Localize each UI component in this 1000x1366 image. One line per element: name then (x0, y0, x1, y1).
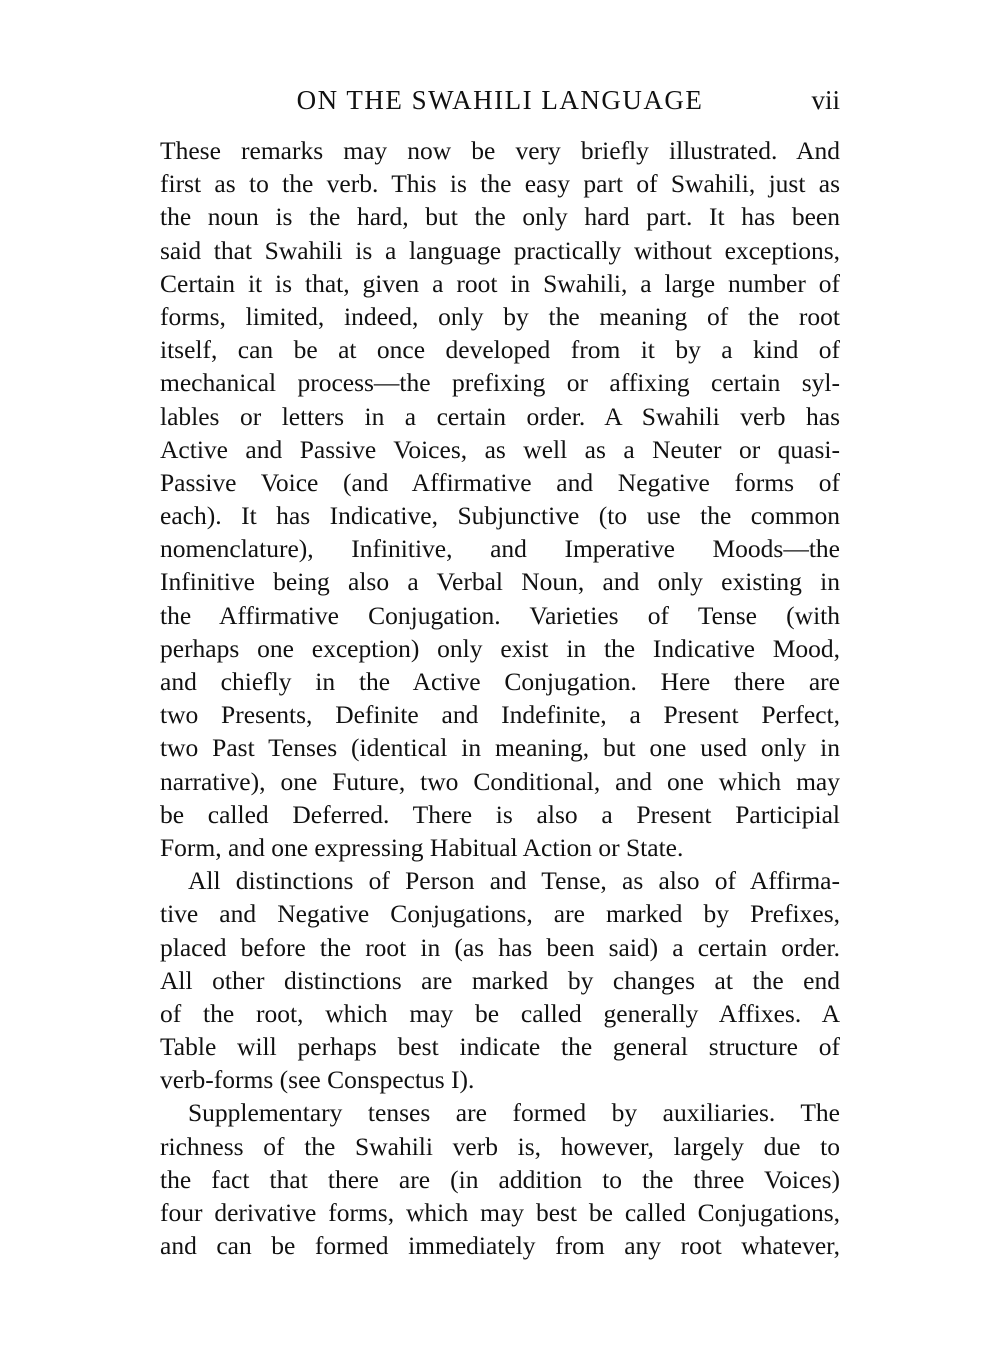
text-line: the noun is the hard, but the only hard part. It has been (160, 202, 840, 232)
text-line: two Past Tenses (identical in meaning, but one used only in (160, 733, 840, 763)
text-line: placed before the root in (as has been said) a certain order. (160, 932, 840, 962)
text-line: richness of the Swahili verb is, however, largely due to (160, 1131, 840, 1161)
text-line: Passive Voice (and Affirmative and Negative forms of (160, 467, 840, 497)
text-line: Active and Passive Voices, as well as a Neuter or quasi- (160, 434, 840, 464)
text-line: These remarks may now be very briefly illustrated. And (160, 136, 840, 165)
text-line: the fact that there are (in addition to the three Voices) (160, 1164, 840, 1194)
running-title: ON THE SWAHILI LANGUAGE (296, 85, 704, 115)
text-line: the Affirmative Conjugation. Varieties of Tense (with (160, 600, 840, 630)
text-line: All other distinctions are marked by changes at the end (160, 965, 840, 995)
body-text (160, 134, 840, 1262)
text-line: Infinitive being also a Verbal Noun, and only existing in (160, 567, 840, 597)
text-line: Table will perhaps best indicate the general structure of (160, 1032, 840, 1062)
text-line: and chiefly in the Active Conjugation. Here there are (160, 667, 840, 696)
text-line: perhaps one exception) only exist in the Indicative Mood, (160, 633, 840, 663)
text-line: narrative), one Future, two Conditional, and one which may (160, 766, 840, 796)
paragraph-start-line: All distinctions of Person and Tense, as also of Affirma- (188, 866, 840, 896)
text-line: nomenclature), Infinitive, and Imperative Moods—the (160, 534, 840, 564)
text-line: lables or letters in a certain order. A Swahili verb has (160, 401, 840, 431)
text-line: mechanical process—the prefixing or affixing certain syl- (160, 368, 840, 398)
text-line: first as to the verb. This is the easy part of Swahili, just as (160, 169, 840, 199)
running-head (160, 82, 840, 118)
text-line: forms, limited, indeed, only by the meaning of the root (160, 301, 840, 331)
text-line: Form, and one expressing Habitual Action or State. (160, 832, 684, 862)
text-line: verb-forms (see Conspectus I). (160, 1065, 475, 1095)
text-line: itself, can be at once developed from it by a kind of (160, 335, 840, 365)
text-line: each). It has Indicative, Subjunctive (to use the common (160, 501, 840, 531)
text-line: two Presents, Definite and Indefinite, a Present Perfect, (160, 700, 840, 730)
text-line: of the root, which may be called generally Affixes. A (160, 998, 840, 1028)
text-line: four derivative forms, which may best be called Conjugations, (160, 1198, 840, 1227)
text-line: Certain it is that, given a root in Swahili, a large number of (160, 268, 840, 298)
text-line: said that Swahili is a language practically without exceptions, (160, 235, 840, 265)
paragraph-start-line: Supplementary tenses are formed by auxiliaries. The (188, 1098, 840, 1128)
text-line: and can be formed immediately from any root whatever, (160, 1231, 840, 1261)
page-number: vii (811, 85, 840, 115)
text-line: be called Deferred. There is also a Present Participial (160, 799, 840, 829)
text-line: tive and Negative Conjugations, are marked by Prefixes, (160, 899, 840, 929)
